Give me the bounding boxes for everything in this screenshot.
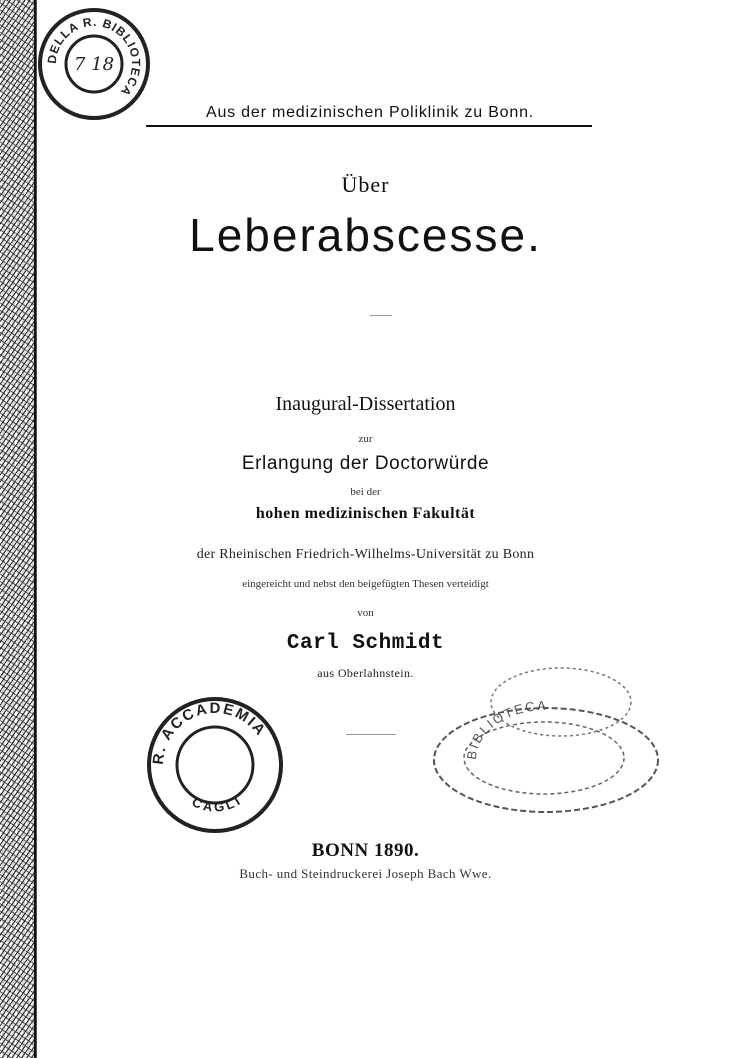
- header-rule: [146, 125, 592, 127]
- dissertation-label: Inaugural-Dissertation: [275, 393, 456, 415]
- divider-dash-2: [346, 734, 396, 735]
- divider-dash: [370, 315, 392, 316]
- stamp-number: 7 18: [73, 54, 115, 75]
- main-title: Leberabscesse.: [189, 209, 542, 261]
- academy-stamp-bottom-text: CAGLI: [189, 791, 246, 815]
- academy-stamp: [140, 690, 290, 840]
- academy-stamp-text: R. ACCADEMIA: [149, 699, 270, 766]
- von-text: von: [357, 607, 374, 619]
- svg-text:BIBLIOTECA: [464, 698, 548, 761]
- zur-text: zur: [358, 433, 373, 445]
- stamp-ring-text: DELLA R. BIBLIOTECA: [44, 14, 144, 100]
- institution-header: Aus der medizinischen Poliklinik zu Bonn.: [205, 104, 535, 121]
- bottom-right-stamp-text: BIBLIOTECA: [463, 697, 549, 761]
- title-over: Über: [341, 172, 390, 197]
- purpose-line: Erlangung der Doctorwürde: [241, 453, 490, 474]
- publication-place-year: BONN 1890.: [311, 840, 420, 861]
- library-stamp-bottom-right: [426, 650, 666, 820]
- author-name: Carl Schmidt: [286, 632, 445, 655]
- page-edge-line: [36, 0, 37, 1058]
- scanned-page-edge: [0, 0, 36, 1058]
- svg-text:CAGLI: [190, 792, 245, 815]
- library-stamp-top-left: [36, 4, 152, 124]
- printer-line: Buch- und Steindruckerei Joseph Bach Wwe.: [239, 866, 492, 881]
- author-origin: aus Oberlahnstein.: [317, 666, 414, 680]
- submission-line: eingereicht und nebst den beigefügten Thesen verteidigt: [242, 578, 489, 590]
- faculty-line: hohen medizinischen Fakultät: [255, 505, 476, 522]
- bei-der-text: bei der: [350, 486, 381, 498]
- university-line: der Rheinischen Friedrich-Wilhelms-Universität zu Bonn: [196, 547, 535, 562]
